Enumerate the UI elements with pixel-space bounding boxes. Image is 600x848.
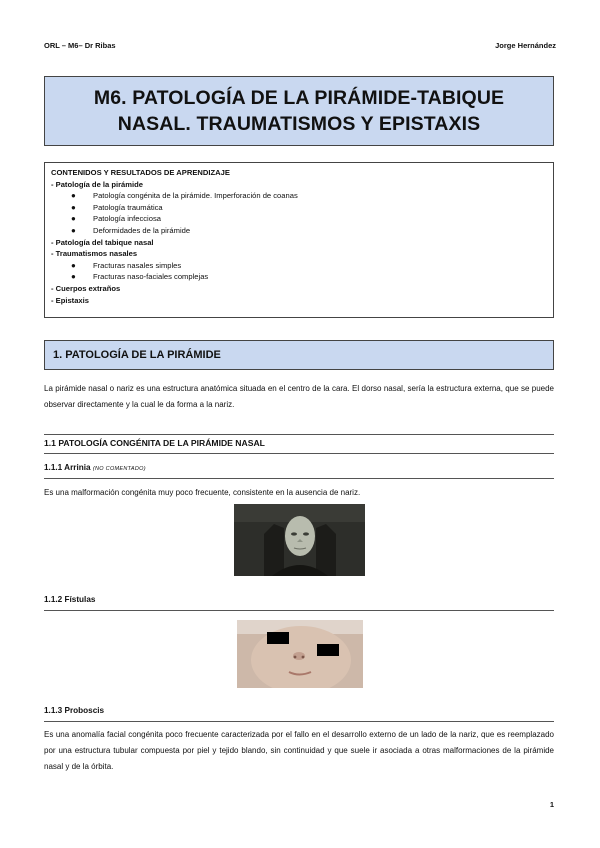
toc-subitem <box>51 271 547 283</box>
toc-subitem-label: Deformidades de la pirámide <box>93 225 191 235</box>
section-1-intro: La pirámide nasal o nariz es una estructura anatómica situada en el centro de la cara. El dorso nasal, sería la estructura externa, que se puede observar directamente y la cual le da forma a la nariz. <box>44 384 554 409</box>
bullet-icon: ● <box>71 202 76 212</box>
toc-subitem <box>51 225 547 237</box>
not-covered-note: (NO COMENTADO) <box>92 466 146 472</box>
toc-subitem-label: Patología traumática <box>93 202 163 212</box>
toc-subitem-label: Fracturas naso-faciales complejas <box>93 272 209 282</box>
toc-subitem <box>51 260 547 272</box>
subsection-1-1-1-heading <box>44 463 554 479</box>
bullet-icon: ● <box>71 272 76 282</box>
subsection-1-1-3-heading: 1.1.3 Proboscis <box>44 706 554 722</box>
toc-subitem <box>51 190 547 202</box>
fistula-photo <box>237 620 363 688</box>
toc-subitem-label: Fracturas nasales simples <box>93 260 182 270</box>
toc-item-tabique: - Patología del tabique nasal <box>51 237 154 247</box>
subsection-1-1-heading: 1.1 PATOLOGÍA CONGÉNITA DE LA PIRÁMIDE NASAL <box>44 434 554 454</box>
toc-item-epistaxis: - Epistaxis <box>51 295 89 305</box>
title-line-1: M6. PATOLOGÍA DE LA PIRÁMIDE-TABIQUE <box>93 87 505 109</box>
running-header-left: ORL – M6– Dr Ribas <box>44 41 116 50</box>
arrinia-title: 1.1.1 Arrinia <box>44 463 91 472</box>
document-title-box <box>44 76 554 146</box>
bullet-icon: ● <box>71 214 76 224</box>
page-number: 1 <box>549 800 554 809</box>
toc-subitem-label: Patología congénita de la pirámide. Imperforación de coanas <box>93 191 298 201</box>
bullet-icon: ● <box>71 225 76 235</box>
bullet-icon: ● <box>71 260 76 270</box>
contents-heading: CONTENIDOS Y RESULTADOS DE APRENDIZAJE <box>51 168 230 177</box>
arrinia-text: Es una malformación congénita muy poco frecuente, consistente en la ausencia de nariz. <box>44 488 361 497</box>
title-line-2: NASAL. TRAUMATISMOS Y EPISTAXIS <box>117 113 481 135</box>
running-header-right: Jorge Hernández <box>495 41 556 50</box>
contents-box <box>44 162 554 318</box>
bullet-icon: ● <box>71 191 76 201</box>
subsection-1-1-2-heading: 1.1.2 Fístulas <box>44 595 554 611</box>
toc-subitem-label: Patología infecciosa <box>93 214 161 224</box>
proboscis-text: Es una anomalía facial congénita poco frecuente caracterizada por el fallo en el desarrollo externo de un lado de la nariz, que es reemplazado por una estructura tubular compuesta por piel y tejido blando, sin continuidad y que suele ir asociada a otras malformaciones de la pirámide nasal y de la órbita. <box>44 730 554 771</box>
toc-subitem <box>51 202 547 214</box>
toc-item-piramide: - Patología de la pirámide <box>51 179 143 189</box>
toc-item-traumatismos: - Traumatismos nasales <box>51 249 138 259</box>
toc-item-cuerpos: - Cuerpos extraños <box>51 283 121 293</box>
section-1-heading: 1. PATOLOGÍA DE LA PIRÁMIDE <box>44 340 554 370</box>
arrinia-photo <box>234 504 365 576</box>
toc-subitem <box>51 213 547 225</box>
